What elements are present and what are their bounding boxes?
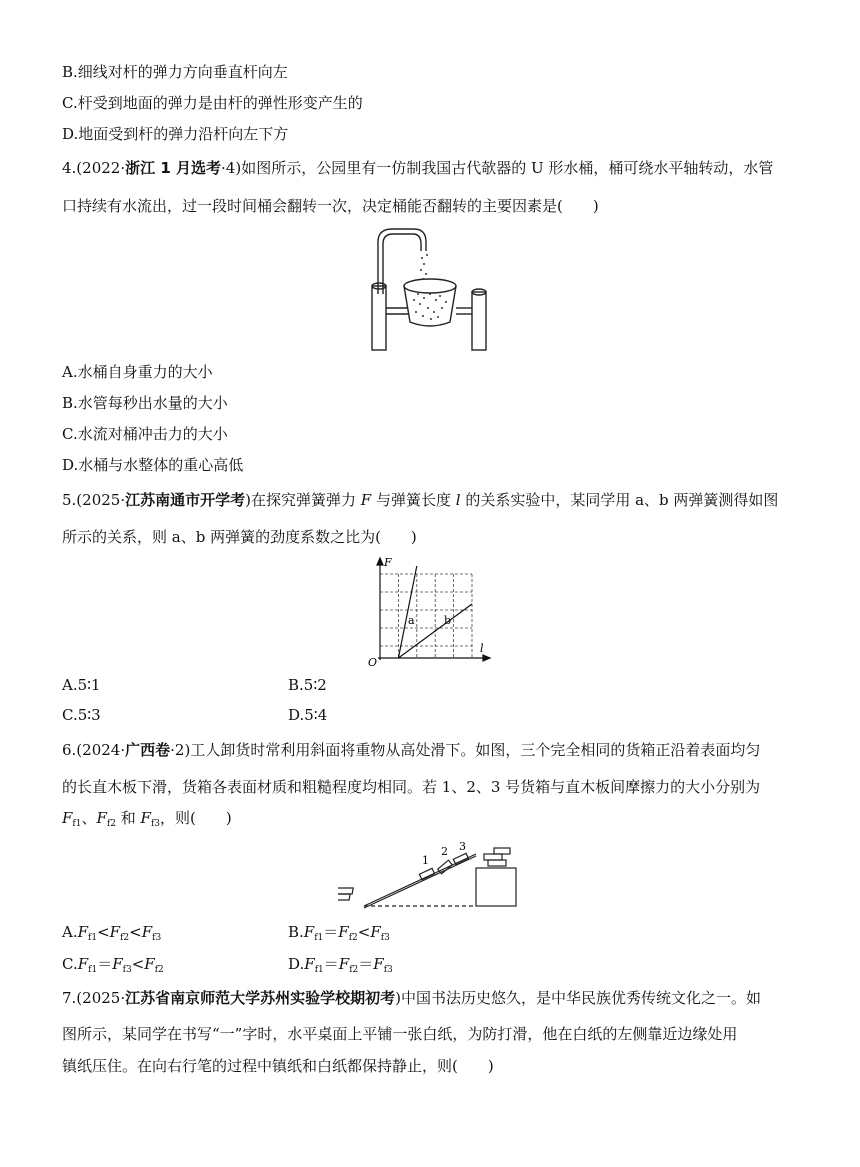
q4-bucket-figure <box>360 224 500 352</box>
q4-stem-line2: 口持续有水流出，过一段时间桶会翻转一次，决定桶能否翻转的主要因素是( ) <box>62 197 599 215</box>
q5-source: 江苏南通市开学考 <box>125 491 246 509</box>
q5-line-b-label: b <box>444 614 452 627</box>
q5-origin-label: O <box>368 656 378 668</box>
q5-option-d: D.5∶4 <box>288 706 328 724</box>
q6-box-2-label: 2 <box>441 845 448 858</box>
q3-option-d: D.地面受到杆的弹力沿杆向左下方 <box>62 125 289 143</box>
q5-options-row2 <box>62 705 328 725</box>
q5-option-a: A.5∶1 <box>62 676 101 694</box>
q4-source: 浙江 1 月选考 <box>125 159 222 177</box>
q7-stem-line1: 7.(2025·江苏省南京师范大学苏州实验学校期初考)中国书法历史悠久，是中华民族优秀传统文化之一。如 <box>62 989 762 1007</box>
q6-stem-line3: $F_{f1}$、$F_{f2}$ 和 $F_{f3}$，则( ) <box>62 809 232 829</box>
q6-options-row2 <box>62 954 393 980</box>
q6-option-b: $B.F_{f1}=F_{f2}<F_{f3}$ <box>288 923 390 943</box>
q6-options-row1 <box>62 922 390 948</box>
q6-box-1-label: 1 <box>422 854 429 867</box>
q4-option-a: A.水桶自身重力的大小 <box>62 363 213 381</box>
q5-stem-line2: 所示的关系，则 a、b 两弹簧的劲度系数之比为( ) <box>62 528 417 546</box>
q5-line-a-label: a <box>408 614 415 627</box>
q6-source: 广西卷 <box>125 741 171 759</box>
q5-x-axis-label: l <box>480 642 484 655</box>
q5-spring-graph <box>364 556 500 668</box>
q4-stem-line1: 4.(2022·浙江 1 月选考·4)如图所示，公园里有一仿制我国古代欹器的 U 形水桶，桶可绕水平轴转动，水管 <box>62 159 774 177</box>
q3-option-b: B.细线对杆的弹力方向垂直杆向左 <box>62 63 288 81</box>
q3-option-c: C.杆受到地面的弹力是由杆的弹性形变产生的 <box>62 94 363 112</box>
q4-option-c: C.水流对桶冲击力的大小 <box>62 425 228 443</box>
q7-stem-line2: 图所示，某同学在书写“一”字时，水平桌面上平铺一张白纸，为防打滑，他在白纸的左侧靠近边缘处用 <box>62 1025 738 1043</box>
q6-incline-figure <box>338 838 528 910</box>
q4-option-d: D.水桶与水整体的重心高低 <box>62 456 244 474</box>
q6-stem-line2: 的长直木板下滑，货箱各表面材质和粗糙程度均相同。若 1、2、3 号货箱与直木板间摩擦力的大小分别为 <box>62 778 761 796</box>
q7-source: 江苏省南京师范大学苏州实验学校期初考 <box>125 989 396 1007</box>
q6-option-d: $D.F_{f1}=F_{f2}=F_{f3}$ <box>288 955 393 975</box>
q5-option-c: C.5∶3 <box>62 706 101 724</box>
q5-stem-line1: 5.(2025·江苏南通市开学考)在探究弹簧弹力 F 与弹簧长度 l 的关系实验中，某同学用 a、b 两弹簧测得如图 <box>62 491 779 509</box>
q6-option-c: $C.F_{f1}=F_{f3}<F_{f2}$ <box>62 955 164 975</box>
q4-option-b: B.水管每秒出水量的大小 <box>62 394 228 412</box>
q6-option-a: $A.F_{f1}<F_{f2}<F_{f3}$ <box>62 923 162 943</box>
q6-stem-line1: 6.(2024·广西卷·2)工人卸货时常利用斜面将重物从高处滑下。如图，三个完全相同的货箱正沿着表面均匀 <box>62 741 761 759</box>
q6-box-3-label: 3 <box>459 840 466 853</box>
q7-stem-line3: 镇纸压住。在向右行笔的过程中镇纸和白纸都保持静止，则( ) <box>62 1057 494 1075</box>
q5-options-row1 <box>62 675 327 695</box>
q5-y-axis-label: F <box>384 556 392 569</box>
q5-option-b: B.5∶2 <box>288 676 327 694</box>
